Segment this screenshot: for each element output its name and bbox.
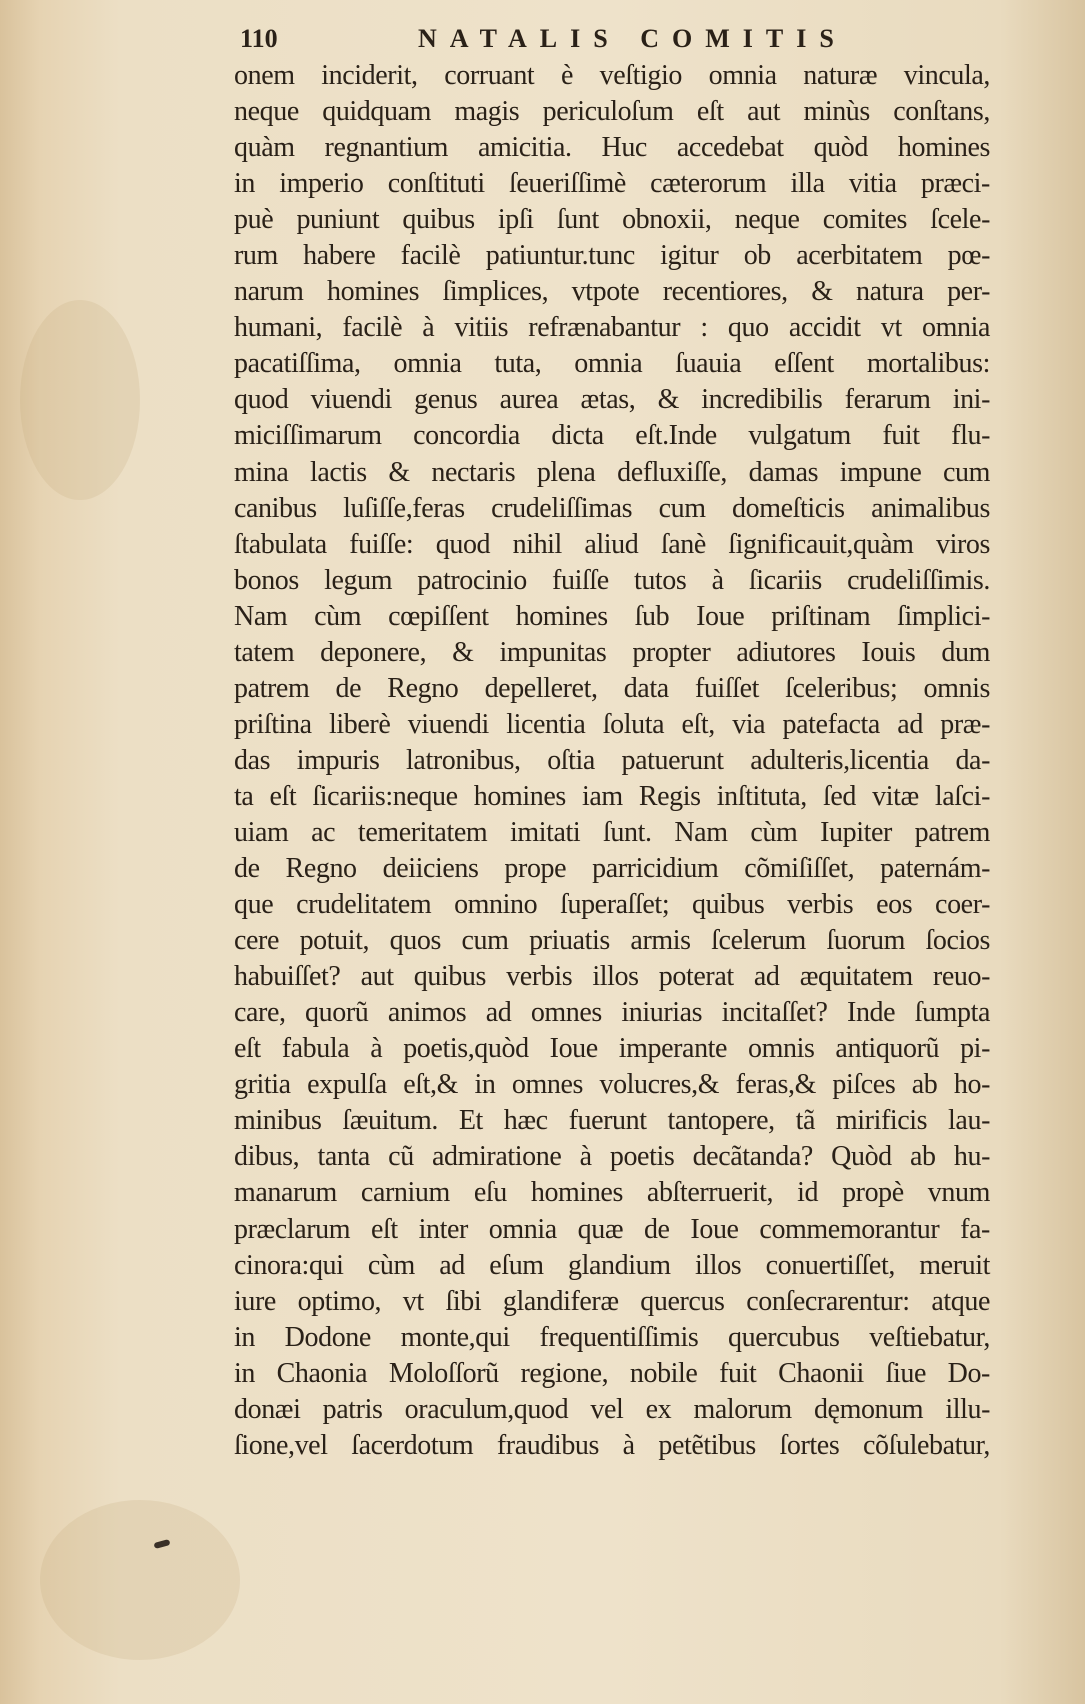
paper-stain (20, 300, 140, 500)
text-line: pacatiſſima, omnia tuta, omnia ſuauia eſſent mortalibus: (234, 348, 990, 380)
running-header (240, 24, 847, 54)
text-line: iure optimo, vt ſibi glandiferæ quercus conſecrarentur: atque (234, 1285, 990, 1317)
text-line: ſione,vel ſacerdotum fraudibus à petẽtibus ſortes cõſulebatur, (234, 1429, 990, 1461)
text-line: narum homines ſimplices, vtpote recentiores, & natura per- (234, 276, 990, 308)
text-line: habuiſſet? aut quibus verbis illos poterat ad æquitatem reuo- (234, 961, 990, 993)
running-head-title: NATALIS COMITIS (418, 24, 847, 53)
text-line: uiam ac temeritatem imitati ſunt. Nam cùm Iupiter patrem (234, 816, 990, 848)
text-body (234, 58, 990, 1464)
text-line: manarum carnium eſu homines abſterruerit, id propè vnum (234, 1177, 990, 1209)
text-line: canibus luſiſſe,feras crudeliſſimas cum domeſticis animalibus (234, 492, 990, 524)
text-line: que crudelitatem omnino ſuperaſſet; quibus verbis eos coer- (234, 889, 990, 921)
text-line: cinora:qui cùm ad eſum glandium illos conuertiſſet, meruit (234, 1249, 990, 1281)
text-line: ta eſt ſicariis:neque homines iam Regis inſtituta, ſed vitæ laſci- (234, 780, 990, 812)
text-line: tatem deponere, & impunitas propter adiutores Iouis dum (234, 636, 990, 668)
text-line: in Dodone monte,qui frequentiſſimis quercubus veſtiebatur, (234, 1321, 990, 1353)
text-line: cere potuit, quos cum priuatis armis ſcelerum ſuorum ſocios (234, 925, 990, 957)
text-line: ſtabulata fuiſſe: quod nihil aliud ſanè ſignificauit,quàm viros (234, 528, 990, 560)
text-line: rum habere facilè patiuntur.tunc igitur ob acerbitatem pœ- (234, 240, 990, 272)
text-line: dibus, tanta cũ admiratione à poetis decãtanda? Quòd ab hu- (234, 1141, 990, 1173)
text-line: neque quidquam magis periculoſum eſt aut minùs conſtans, (234, 96, 990, 128)
text-line: humani, facilè à vitiis refrænabantur : quo accidit vt omnia (234, 312, 990, 344)
text-line: patrem de Regno depelleret, data fuiſſet ſceleribus; omnis (234, 672, 990, 704)
text-line: præclarum eſt inter omnia quæ de Ioue commemorantur fa- (234, 1213, 990, 1245)
page-number: 110 (240, 24, 278, 53)
text-line: eſt fabula à poetis,quòd Ioue imperante omnis antiquorũ pi- (234, 1033, 990, 1065)
text-line: mina lactis & nectaris plena defluxiſſe, damas impune cum (234, 456, 990, 488)
text-line: in Chaonia Moloſſorũ regione, nobile fuit Chaonii ſiue Do- (234, 1357, 990, 1389)
paper-stain (40, 1500, 240, 1660)
text-line: puè puniunt quibus ipſi ſunt obnoxii, neque comites ſcele- (234, 204, 990, 236)
text-line: in imperio conſtituti ſeueriſſimè cæterorum illa vitia præci- (234, 168, 990, 200)
text-line: care, quorũ animos ad omnes iniurias incitaſſet? Inde ſumpta (234, 997, 990, 1029)
text-line: gritia expulſa eſt,& in omnes volucres,& feras,& piſces ab ho- (234, 1069, 990, 1101)
text-line: bonos legum patrocinio fuiſſe tutos à ſicariis crudeliſſimis. (234, 564, 990, 596)
text-line: onem inciderit, corruant è veſtigio omnia naturæ vincula, (234, 60, 990, 91)
text-line: priſtina liberè viuendi licentia ſoluta eſt, via patefacta ad præ- (234, 708, 990, 740)
text-line: minibus ſæuitum. Et hæc fuerunt tantopere, tã mirificis lau- (234, 1105, 990, 1137)
text-line: miciſſimarum concordia dicta eſt.Inde vulgatum fuit flu- (234, 420, 990, 452)
text-line: donæi patris oraculum,quod vel ex malorum dęmonum illu- (234, 1393, 990, 1425)
text-line: de Regno deiiciens prope parricidium cõmiſiſſet, paternám- (234, 853, 990, 885)
text-line: das impuris latronibus, oſtia patuerunt adulteris,licentia da- (234, 744, 990, 776)
text-line: Nam cùm cœpiſſent homines ſub Ioue priſtinam ſimplici- (234, 600, 990, 632)
text-line: quàm regnantium amicitia. Huc accedebat quòd homines (234, 132, 990, 164)
text-line: quod viuendi genus aurea ætas, & incredibilis ferarum ini- (234, 384, 990, 416)
